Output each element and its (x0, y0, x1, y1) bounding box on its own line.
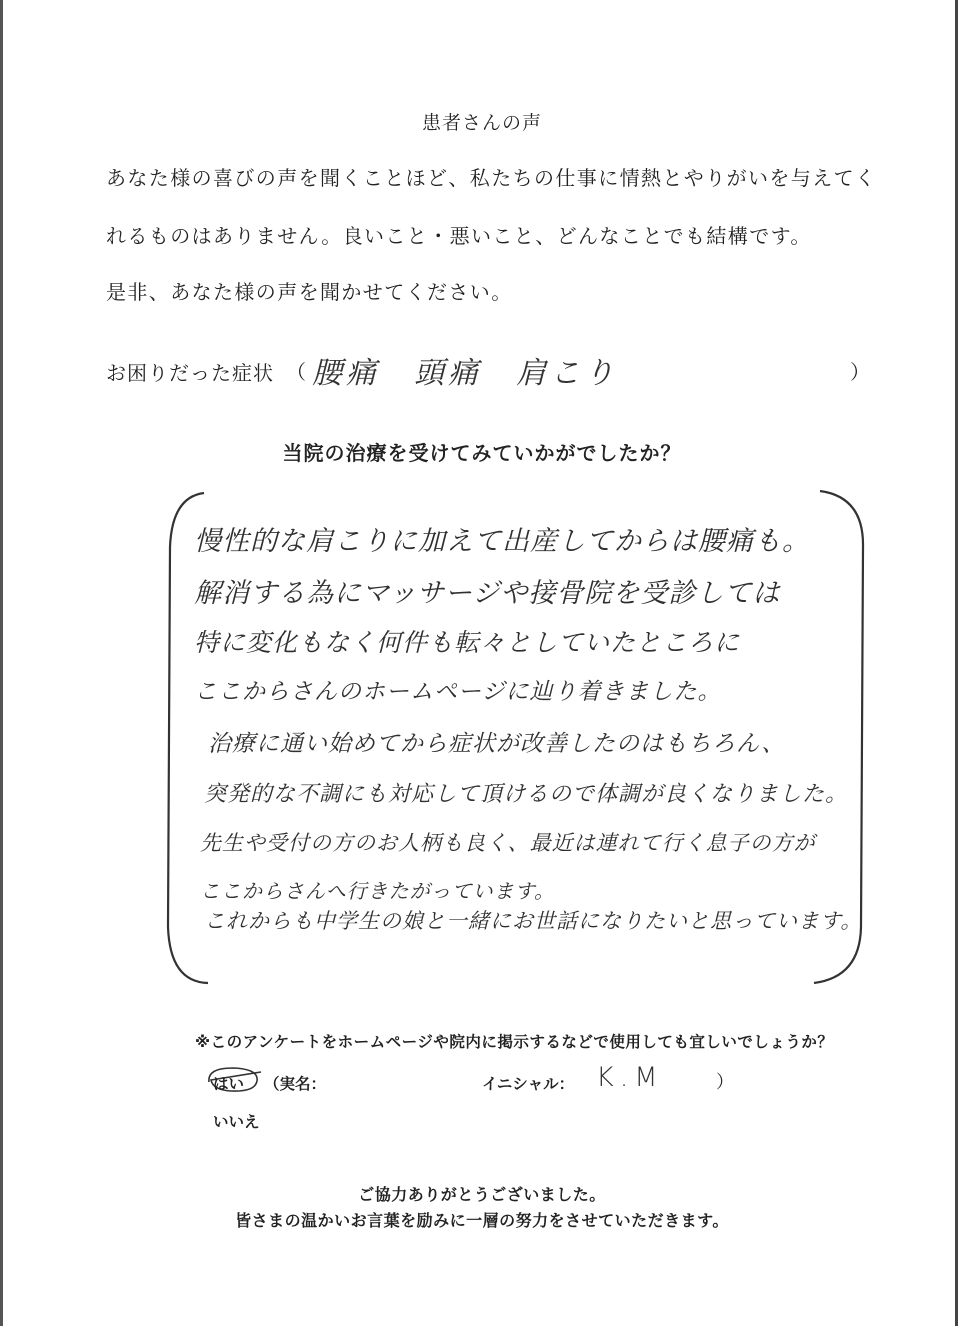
form-title: 患者さんの声 (421, 112, 542, 134)
answer-box[interactable] (164, 487, 866, 987)
consent-option-no[interactable]: いいえ (213, 1113, 260, 1131)
answer-line-3: 特に変化もなく何件も転々としていたところに (194, 628, 741, 657)
realname-label: （実名： (264, 1075, 327, 1093)
intro-line-2: れるものはありません。良いこと・悪いこと、どんなことでも結構です。 (106, 224, 812, 248)
consent-option-yes[interactable]: はい (213, 1075, 245, 1093)
page-left-border (0, 0, 3, 1326)
symptoms-close-paren: ） (850, 360, 870, 384)
symptoms-handwritten-value[interactable]: 腰痛 頭痛 肩こり (312, 356, 618, 391)
answer-line-7: 先生や受付の方のお人柄も良く、最近は連れて行く息子の方が (200, 831, 816, 855)
answer-line-1: 慢性的な肩こりに加えて出産してからは腰痛も。 (194, 526, 810, 557)
symptoms-label: お困りだった症状 (106, 361, 274, 385)
initials-close-paren: ） (716, 1072, 734, 1093)
thanks-line-1: ご協力ありがとうございました。 (358, 1185, 606, 1204)
answer-line-2: 解消する為にマッサージや接骨院を受診しては (194, 578, 781, 609)
thanks-line-2: 皆さまの温かいお言葉を励みに一層の努力をさせていただきます。 (235, 1211, 729, 1230)
answer-line-4: ここからさんのホームページに辿り着きました。 (194, 679, 722, 705)
initials-label: イニシャル： (482, 1075, 575, 1093)
question-heading: 当院の治療を受けてみていかがでしたか？ (282, 441, 682, 465)
consent-question: ※このアンケートをホームページや院内に掲示するなどで使用しても宜しいでしょうか？ (195, 1033, 834, 1051)
symptoms-open-paren: （ (286, 360, 306, 384)
page-right-border (955, 0, 958, 1326)
answer-line-5: 治療に通い始めてから症状が改善したのはもちろん、 (208, 731, 786, 757)
initials-handwritten-value[interactable]: K.M (596, 1062, 664, 1093)
answer-line-8: ここからさんへ行きたがっています。 (200, 879, 555, 903)
answer-line-6: 突発的な不調にも対応して頂けるので体調が良くなりました。 (204, 782, 849, 807)
intro-line-3: 是非、あなた様の声を聞かせてください。 (106, 280, 513, 304)
intro-line-1: あなた様の喜びの声を聞くことほど、私たちの仕事に情熱とやりがいを与えてく (106, 166, 877, 190)
answer-line-9: これからも中学生の娘と一緒にお世話になりたいと思っています。 (204, 909, 863, 933)
